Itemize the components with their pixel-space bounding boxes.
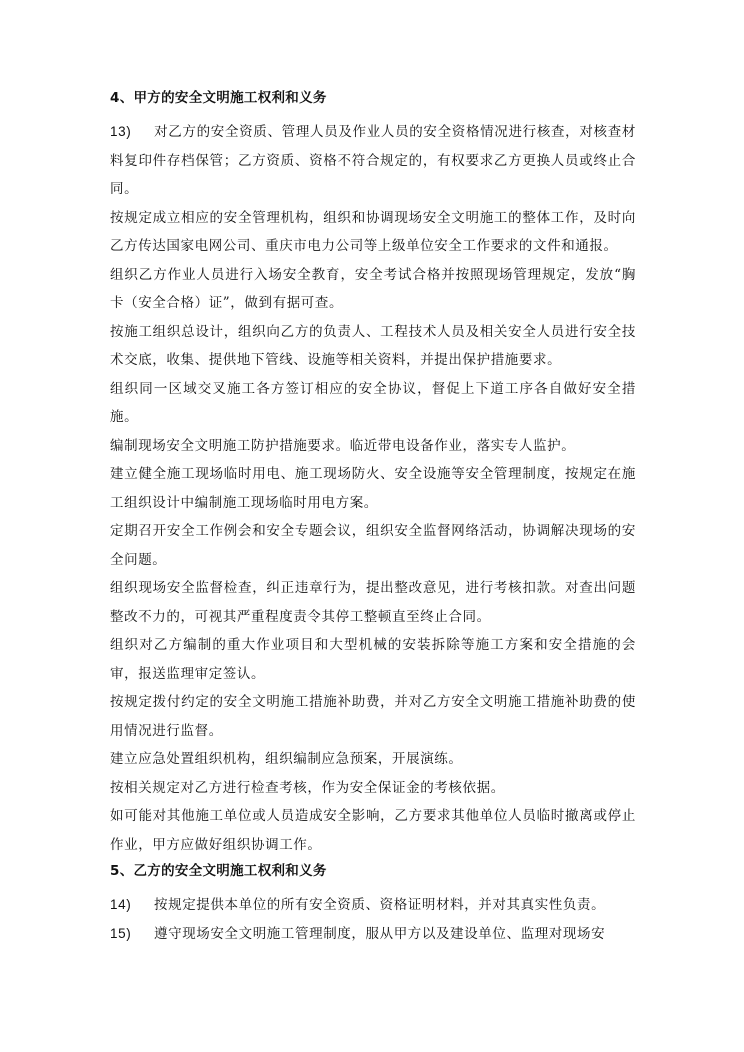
paragraph (110, 920, 636, 949)
paragraph (110, 774, 636, 803)
paragraph (110, 432, 636, 461)
paragraph-text: 组织现场安全监督检查，纠正违章行为，提出整改意见，进行考核扣款。对查出问题整改不力的，可视其严重程度责令其停工整顿直至终止合同。 (110, 580, 636, 625)
paragraph (110, 261, 636, 318)
paragraph (110, 517, 636, 574)
paragraph-text: 编制现场安全文明施工防护措施要求。临近带电设备作业，落实专人监护。 (110, 437, 576, 454)
paragraph-text: 建立健全施工现场临时用电、施工现场防火、安全设施等安全管理制度，按规定在施工组织设计中编制施工现场临时用电方案。 (110, 466, 636, 511)
item-number: 13) (110, 124, 132, 139)
paragraph-text: 按规定提供本单位的所有安全资质、资格证明材料，并对其真实性负责。 (154, 897, 606, 913)
paragraph-text: 组织同一区域交叉施工各方签订相应的安全协议，督促上下道工序各自做好安全措施。 (110, 380, 636, 425)
paragraph (110, 802, 636, 859)
paragraph-text: 组织乙方作业人员进行入场安全教育，安全考试合格并按照现场管理规定，发放“胸卡（安全合格）证”，做到有据可查。 (110, 266, 636, 311)
paragraph (110, 574, 636, 631)
paragraph-text: 按施工组织总设计，组织向乙方的负责人、工程技术人员及相关安全人员进行安全技术交底，收集、提供地下管线、设施等相关资料，并提出保护措施要求。 (110, 323, 636, 368)
item-number: 15) (110, 925, 132, 941)
paragraph-text: 如可能对其他施工单位或人员造成安全影响，乙方要求其他单位人员临时撤离或停止作业，甲方应做好组织协调工作。 (110, 808, 636, 853)
paragraph-text: 按规定成立相应的安全管理机构，组织和协调现场安全文明施工的整体工作，及时向乙方传达国家电网公司、重庆市电力公司等上级单位安全工作要求的文件和通报。 (110, 209, 636, 254)
paragraph (110, 118, 636, 204)
paragraph (110, 745, 636, 774)
paragraph-text: 遵守现场安全文明施工管理制度，服从甲方以及建设单位、监理对现场安 (154, 925, 606, 942)
paragraph (110, 375, 636, 432)
section-5-heading: 5、乙方的安全文明施工权利和义务 (110, 863, 327, 879)
paragraph-text: 定期召开安全工作例会和安全专题会议，组织安全监督网络活动，协调解决现场的安全问题。 (110, 523, 636, 568)
paragraph (110, 204, 636, 261)
paragraph (110, 460, 636, 517)
document-page (110, 88, 636, 948)
paragraph-text: 按规定拨付约定的安全文明施工措施补助费，并对乙方安全文明施工措施补助费的使用情况进行监督。 (110, 694, 636, 739)
section-4-heading: 4、甲方的安全文明施工权利和义务 (110, 90, 327, 106)
paragraph-text: 对乙方的安全资质、管理人员及作业人员的安全资格情况进行核查，对核查材料复印件存档保管；乙方资质、资格不符合规定的，有权要求乙方更换人员或终止合同。 (110, 124, 636, 197)
item-number: 14) (110, 897, 132, 912)
paragraph-text: 按相关规定对乙方进行检查考核，作为安全保证金的考核依据。 (110, 779, 505, 796)
paragraph (110, 631, 636, 688)
paragraph (110, 318, 636, 375)
paragraph-text: 建立应急处置组织机构，组织编制应急预案，开展演练。 (110, 751, 463, 767)
paragraph (110, 891, 636, 920)
paragraph (110, 688, 636, 745)
paragraph-text: 组织对乙方编制的重大作业项目和大型机械的安装拆除等施工方案和安全措施的会审，报送监理审定签认。 (110, 637, 636, 682)
